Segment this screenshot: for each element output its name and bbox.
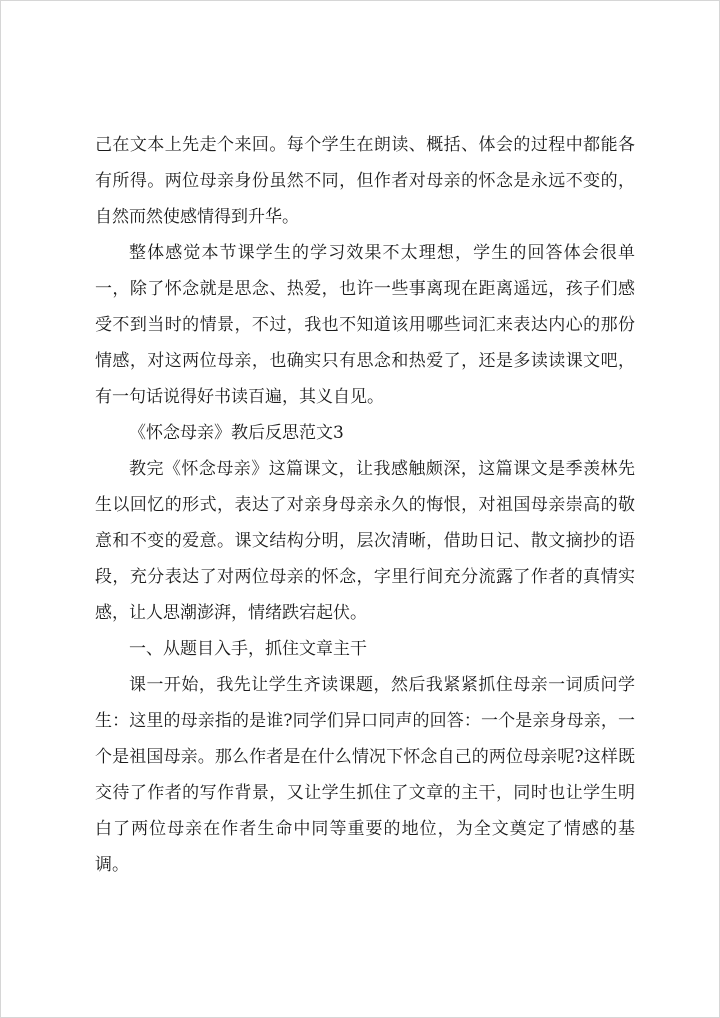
- paragraph-intro: 教完《怀念母亲》这篇课文，让我感触颇深，这篇课文是季羡林先生以回忆的形式，表达了对亲身母亲永久的悔恨，对祖国母亲崇高的敬意和不变的爱意。课文结构分明，层次清晰，借助日记、散文摘抄的语段，充分表达了对两位母亲的怀念，字里行间充分流露了作者的真情实感，让人思潮澎湃，情绪跌宕起伏。: [95, 459, 635, 623]
- paragraph-continuation: 己在文本上先走个来回。每个学生在朗读、概括、体会的过程中都能各有所得。两位母亲身份虽然不同，但作者对母亲的怀念是永远不变的，自然而然使感情得到升华。: [95, 135, 635, 227]
- subsection-heading: 一、从题目入手，抓住文章主干: [129, 639, 367, 659]
- paragraph-lesson-start: 课一开始，我先让学生齐读课题，然后我紧紧抓住母亲一词质问学生：这里的母亲指的是谁?同学们异口同声的回答：一个是亲身母亲，一个是祖国母亲。那么作者是在什么情况下怀念自己的两位母亲呢?这样既交待了作者的写作背景，又让学生抓住了文章的主干，同时也让学生明白了两位母亲在作者生命中同等重要的地位，为全文奠定了情感的基调。: [95, 675, 635, 875]
- section-heading: 《怀念母亲》教后反思范文3: [129, 423, 344, 443]
- paragraph-reflection: 整体感觉本节课学生的学习效果不太理想，学生的回答体会很单一，除了怀念就是思念、热爱，也许一些事离现在距离遥远，孩子们感受不到当时的情景，不过，我也不知道该用哪些词汇来表达内心的那份情感，对这两位母亲，也确实只有思念和热爱了，还是多读读课文吧，有一句话说得好书读百遍，其义自见。: [95, 243, 635, 407]
- document-body: [95, 127, 635, 883]
